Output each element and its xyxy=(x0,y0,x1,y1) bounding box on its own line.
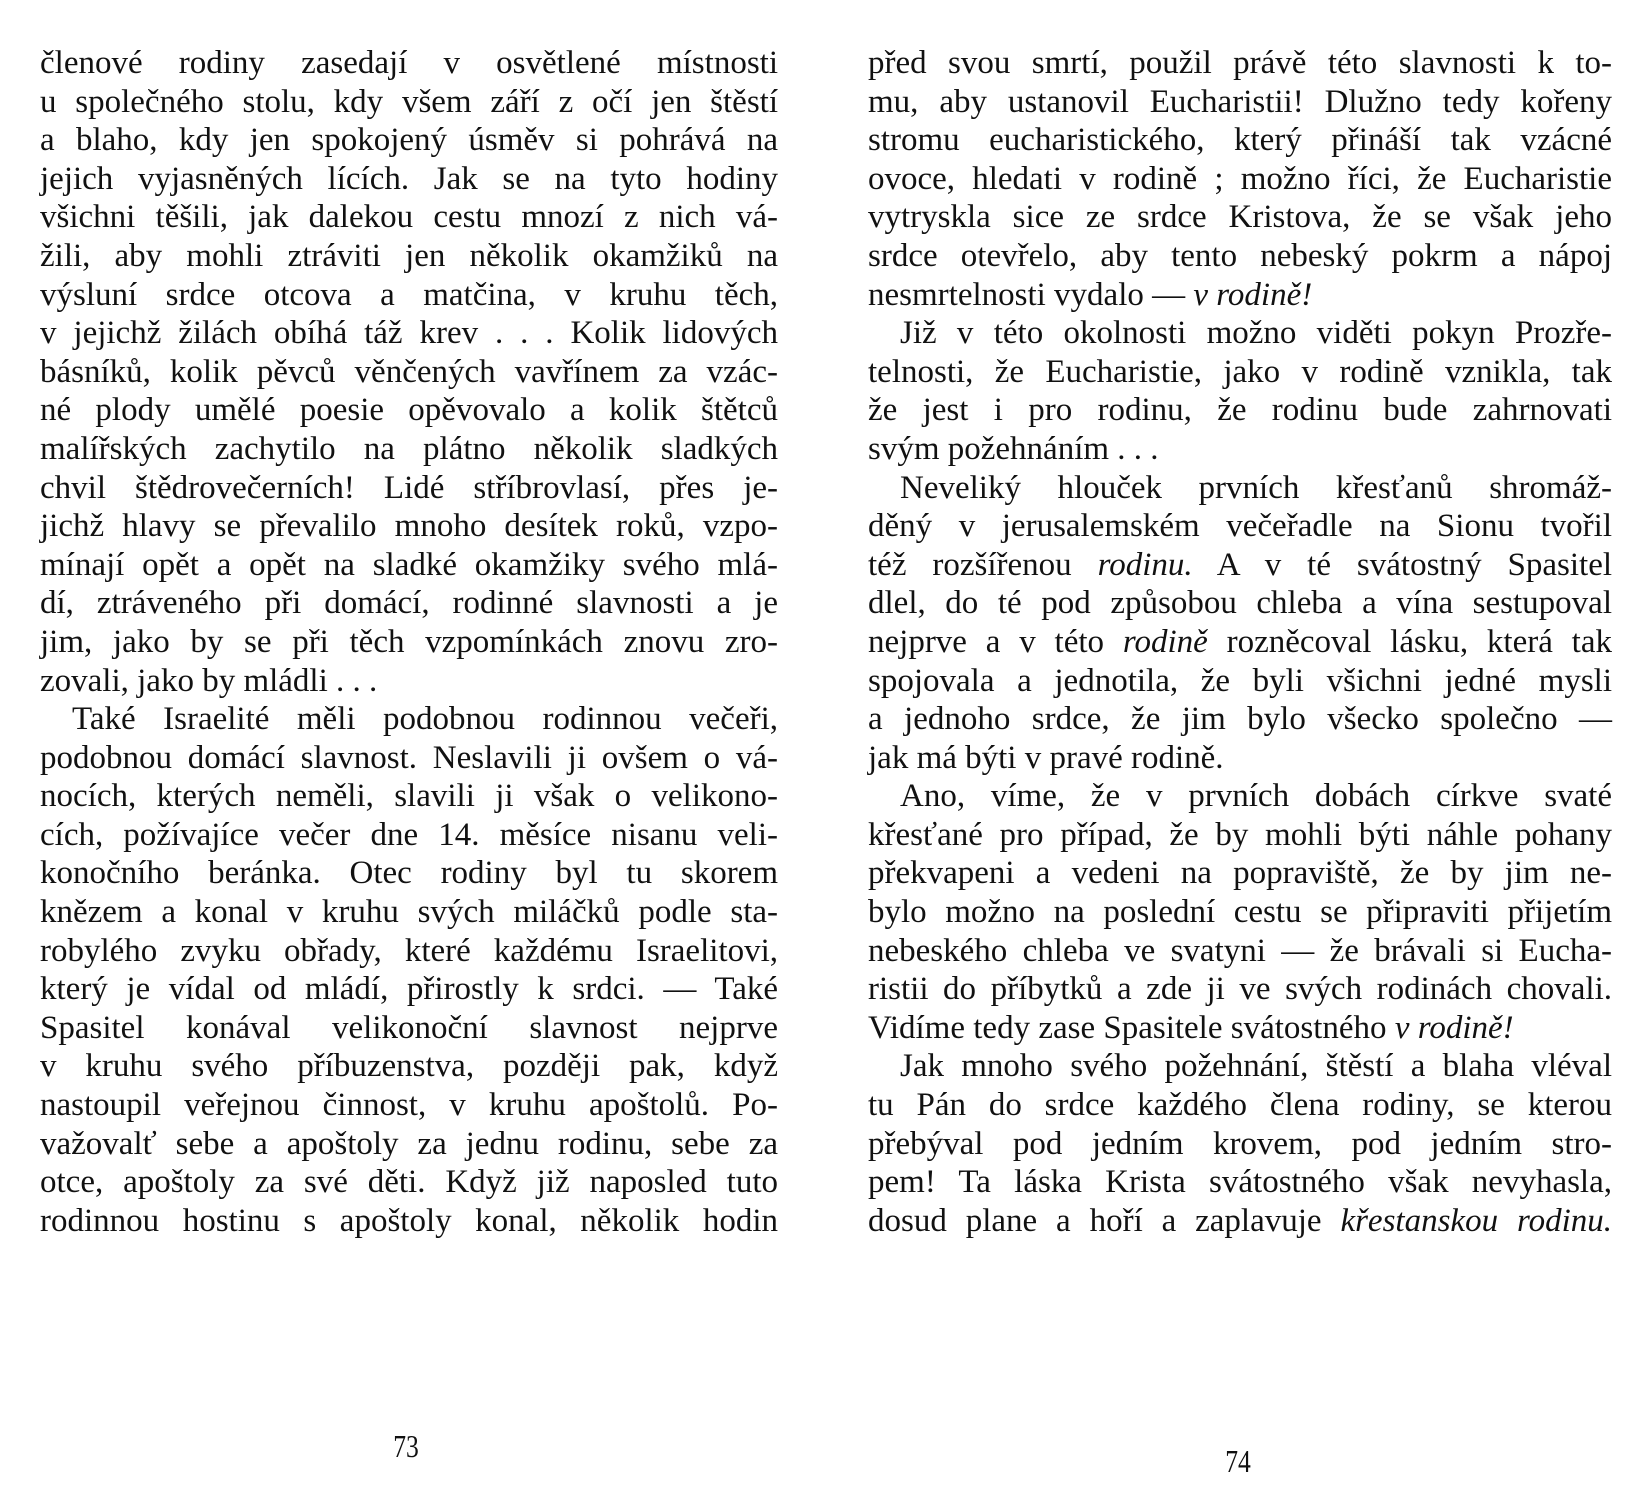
text-line xyxy=(868,1047,1612,1086)
line-text: spojovala a jednotila, že byli všichni jedné mysli xyxy=(868,662,1612,699)
line-text: v kruhu svého příbuzenstva, později pak, když xyxy=(40,1048,778,1085)
line-text: Již v této okolnosti možno viděti pokyn Prozře- xyxy=(900,315,1612,352)
line-text: nastoupil veřejnou činnost, v kruhu apoštolů. Po- xyxy=(40,1087,778,1124)
text-line xyxy=(40,970,778,1009)
line-text: Ano, víme, že v prvních dobách církve svaté xyxy=(900,778,1612,815)
text-line xyxy=(40,1163,778,1202)
line-text: svým požehnáním . . . xyxy=(868,430,1159,467)
text-line xyxy=(40,507,778,546)
line-text: jejich vyjasněných lících. Jak se na tyto hodiny xyxy=(40,160,778,197)
line-text: Spasitel konával velikonoční slavnost nejprve xyxy=(40,1009,778,1046)
line-text: dosud plane a hoří a zaplavuje xyxy=(868,1202,1341,1239)
text-line xyxy=(868,623,1612,662)
text-line xyxy=(40,353,778,392)
text-line xyxy=(40,546,778,585)
line-text: pem! Ta láska Krista svátostného však nevyhasla, xyxy=(868,1164,1612,1201)
line-text: chvil štědrovečerních! Lidé stříbrovlasí, přes je- xyxy=(40,469,778,506)
emphasis-text: v rodině! xyxy=(1394,1009,1514,1046)
text-line xyxy=(40,1047,778,1086)
text-line xyxy=(868,1202,1612,1241)
text-line xyxy=(40,1086,778,1125)
line-text: dlel, do té pod způsobou chleba a vína sestupoval xyxy=(868,585,1612,622)
text-line xyxy=(40,276,778,315)
text-line xyxy=(868,1086,1612,1125)
line-text: členové rodiny zasedají v osvětlené místnosti xyxy=(40,45,778,81)
line-text: ristii do příbytků a zde ji ve svých rodinách chovali. xyxy=(868,971,1612,1008)
text-line xyxy=(868,1125,1612,1164)
line-text: básníků, kolik pěvců věnčených vavřínem za vzác- xyxy=(40,353,778,390)
text-line xyxy=(868,584,1612,623)
text-line xyxy=(868,237,1612,276)
emphasis-text: rodinu. xyxy=(1097,546,1193,583)
line-text: že jest i pro rodinu, že rodinu bude zahrnovati xyxy=(868,392,1612,429)
line-text: nejprve a v této xyxy=(868,623,1123,660)
text-line xyxy=(868,469,1612,508)
text-line xyxy=(868,777,1612,816)
line-text: mu, aby ustanovil Eucharistii! Dlužno tedy kořeny xyxy=(868,83,1612,120)
text-line xyxy=(40,584,778,623)
text-line xyxy=(40,1202,778,1241)
text-line xyxy=(868,546,1612,585)
page-number-left: 73 xyxy=(393,1428,419,1464)
text-line xyxy=(40,160,778,199)
line-text: srdce otevřelo, aby tento nebeský pokrm a nápoj xyxy=(868,237,1612,274)
text-line xyxy=(868,1163,1612,1202)
text-line xyxy=(868,507,1612,546)
line-text: podobnou domácí slavnost. Neslavili ji ovšem o vá- xyxy=(40,739,778,776)
text-line xyxy=(868,816,1612,855)
text-line xyxy=(868,1009,1612,1048)
text-line xyxy=(40,314,778,353)
text-line xyxy=(40,198,778,237)
text-line xyxy=(868,314,1612,353)
line-text: přebýval pod jedním krovem, pod jedním stro- xyxy=(868,1125,1612,1162)
text-line xyxy=(40,469,778,508)
text-line xyxy=(868,198,1612,237)
line-text: robylého zvyku obřady, které každému Israelitovi, xyxy=(40,932,778,969)
line-text: všichni těšili, jak dalekou cestu mnozí z nich vá- xyxy=(40,199,778,236)
text-line xyxy=(40,121,778,160)
line-text: ovoce, hledati v rodině ; možno říci, že Eucharistie xyxy=(868,160,1612,197)
text-line xyxy=(868,121,1612,160)
line-text: též rozšířenou xyxy=(868,546,1098,583)
text-line xyxy=(40,44,778,83)
line-text: a blaho, kdy jen spokojený úsměv si pohrává na xyxy=(40,122,778,159)
line-text: nocích, kterých neměli, slavili ji však o velikono- xyxy=(40,778,778,815)
line-text: zovali, jako by mládli . . . xyxy=(40,662,378,699)
text-line xyxy=(868,83,1612,122)
line-text: jichž hlavy se převalilo mnoho desítek roků, vzpo- xyxy=(40,508,778,545)
line-text: tu Pán do srdce každého člena rodiny, se kterou xyxy=(868,1087,1612,1124)
text-line xyxy=(868,44,1612,83)
line-text: Také Israelité měli podobnou rodinnou večeři, xyxy=(72,701,778,738)
line-text: nesmrtelnosti vydalo — xyxy=(868,276,1194,313)
text-line xyxy=(868,854,1612,893)
line-text: děný v jerusalemském večeřadle na Sionu tvořil xyxy=(868,508,1612,545)
line-text-continued: rozněcoval lásku, která tak xyxy=(1207,623,1612,660)
line-text: u společného stolu, kdy všem září z očí jen štěstí xyxy=(40,83,778,120)
line-text: vytryskla sice ze srdce Kristova, že se však jeho xyxy=(868,199,1612,236)
line-text: cích, požívajíce večer dne 14. měsíce nisanu veli- xyxy=(40,816,778,853)
line-text: jim, jako by se při těch vzpomínkách znovu zro- xyxy=(40,623,778,660)
line-text: telnosti, že Eucharistie, jako v rodině vznikla, tak xyxy=(868,353,1612,390)
line-text: né plody umělé poesie opěvovalo a kolik štětců xyxy=(40,392,778,429)
text-line xyxy=(40,1125,778,1164)
line-text: v jejichž žilách obíhá táž krev . . . Kolik lidových xyxy=(40,315,778,352)
text-line xyxy=(868,276,1612,315)
line-text: jak má býti v pravé rodině. xyxy=(868,739,1224,776)
text-line xyxy=(868,662,1612,701)
text-line xyxy=(40,662,778,701)
line-text: knězem a konal v kruhu svých miláčků podle sta- xyxy=(40,894,778,931)
text-line xyxy=(40,700,778,739)
line-text: který je vídal od mládí, přirostly k srdci. — Také xyxy=(40,971,778,1008)
text-line xyxy=(868,430,1612,469)
line-text: křesťané pro případ, že by mohli býti náhle pohany xyxy=(868,816,1612,853)
line-text: Vidíme tedy zase Spasitele svátostného xyxy=(868,1009,1395,1046)
text-line xyxy=(40,932,778,971)
text-line xyxy=(40,237,778,276)
text-line xyxy=(868,893,1612,932)
line-text: před svou smrtí, použil právě této slavnosti k to- xyxy=(868,45,1612,81)
text-line xyxy=(868,700,1612,739)
text-line xyxy=(40,739,778,778)
line-text: mínají opět a opět na sladké okamžiky svého mlá- xyxy=(40,546,778,583)
line-text: a jednoho srdce, že jim bylo všecko společno — xyxy=(868,701,1612,738)
text-line xyxy=(40,1009,778,1048)
page-number-right: 74 xyxy=(1225,1443,1251,1479)
emphasis-text: v rodině! xyxy=(1193,276,1313,313)
text-line xyxy=(868,353,1612,392)
left-page-text xyxy=(40,44,778,1240)
line-text: konočního beránka. Otec rodiny byl tu skorem xyxy=(40,855,778,892)
line-text: výsluní srdce otcova a matčina, v kruhu těch, xyxy=(40,276,778,313)
text-line xyxy=(868,391,1612,430)
text-line xyxy=(40,893,778,932)
line-text: malířských zachytilo na plátno několik sladkých xyxy=(40,430,778,467)
line-text: stromu eucharistického, který přináší tak vzácné xyxy=(868,122,1612,159)
line-text: Jak mnoho svého požehnání, štěstí a blaha vléval xyxy=(900,1048,1612,1085)
text-line xyxy=(40,83,778,122)
text-line xyxy=(868,970,1612,1009)
text-line xyxy=(40,623,778,662)
line-text: važovalť sebe a apoštoly za jednu rodinu, sebe za xyxy=(40,1125,778,1162)
text-line xyxy=(40,854,778,893)
text-line xyxy=(40,430,778,469)
line-text: nebeského chleba ve svatyni — že brávali si Eucha- xyxy=(868,932,1612,969)
text-line xyxy=(40,777,778,816)
line-text: Neveliký hlouček prvních křesťanů shromáž- xyxy=(900,469,1612,506)
text-line xyxy=(40,391,778,430)
line-text: bylo možno na poslední cestu se připraviti přijetím xyxy=(868,894,1612,931)
text-line xyxy=(868,932,1612,971)
right-page-text xyxy=(868,44,1612,1240)
text-line xyxy=(868,160,1612,199)
line-text: překvapeni a vedeni na popraviště, že by jim ne- xyxy=(868,855,1612,892)
line-text: dí, ztráveného při domácí, rodinné slavnosti a je xyxy=(40,585,778,622)
line-text-continued: A v té svátostný Spasitel xyxy=(1192,546,1613,583)
emphasis-text: křestanskou rodinu. xyxy=(1340,1202,1612,1239)
text-line xyxy=(40,816,778,855)
line-text: otce, apoštoly za své děti. Když již naposled tuto xyxy=(40,1164,778,1201)
line-text: rodinnou hostinu s apoštoly konal, několik hodin xyxy=(40,1202,778,1239)
text-line xyxy=(868,739,1612,778)
emphasis-text: rodině xyxy=(1122,623,1208,660)
line-text: žili, aby mohli ztráviti jen několik okamžiků na xyxy=(40,237,778,274)
